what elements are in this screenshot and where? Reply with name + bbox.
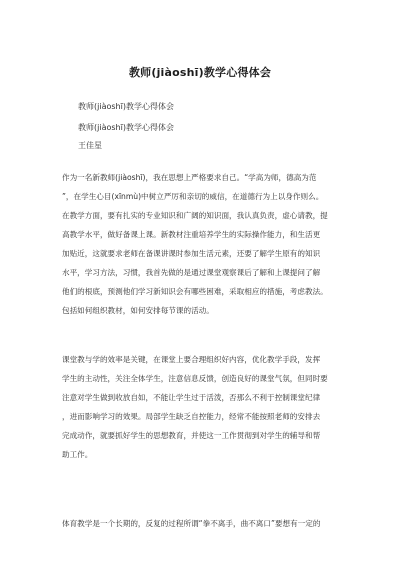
paragraph-line: 在教学方面，要有扎实的专业知识和广阔的知识面，我认真负责，虚心请教，提: [62, 211, 328, 220]
paragraph-line: 体育教学是一个长期的，反复的过程所谓“拳不离手，曲不离口”要想有一定的: [62, 519, 321, 528]
paragraph-3: [62, 514, 342, 533]
subtitle-line-2: 教师(jiàoshī)教学心得体会: [78, 123, 174, 132]
paragraph-1: [62, 168, 342, 320]
paragraph-line: 水平，学习方法，习惯，我首先做的是通过课堂观察课后了解和上课提问了解: [62, 268, 321, 277]
subtitle-line-1: 教师(jiàoshī)教学心得体会: [78, 102, 174, 111]
paragraph-line: 高教学水平，做好备课上课。新教材注重培养学生的实际操作能力，和生活更: [62, 230, 321, 239]
paragraph-line: 加贴近，这就要求老师在备课讲课时参加生活元素，还要了解学生原有的知识: [62, 249, 321, 258]
paragraph-2: [62, 350, 342, 464]
paragraph-line: 作为一名新教师(jiàoshī)，我在思想上严格要求自己。“学高为师，德高为范: [62, 173, 317, 182]
paragraph-line: ”，在学生心目(xīnmù)中树立严厉和亲切的威信，在道德行为上以身作则么。: [62, 192, 324, 201]
paragraph-line: 他们的根底，预测他们学习新知识会有哪些困难，采取相应的措施，考虑教法。: [62, 287, 328, 296]
author-name: 王佳星: [78, 141, 102, 150]
document-title: 教师(jiàoshī)教学心得体会: [128, 66, 272, 79]
paragraph-line: 注意对学生做到收放自如，不能让学生过于活泼，否那么不利于控制课堂纪律: [62, 393, 321, 402]
paragraph-line: 课堂教与学的效率是关键，在课堂上要合理组织好内容，优化教学手段，发挥: [62, 355, 321, 364]
paragraph-line: ，进而影响学习的效果。局部学生缺乏自控能力，经常不能按照老师的安排去: [62, 412, 321, 421]
paragraph-line: 完成动作，就要抓好学生的思想教育，并使这一工作贯彻到对学生的辅导和帮: [62, 431, 321, 440]
paragraph-line: 包括如何组织教材，如何安排每节课的活动。: [62, 306, 214, 315]
paragraph-line: 助工作。: [62, 450, 93, 459]
paragraph-line: 学生的主动性，关注全体学生，注意信息反馈，创造良好的课堂气氛，但同时要: [62, 374, 328, 383]
